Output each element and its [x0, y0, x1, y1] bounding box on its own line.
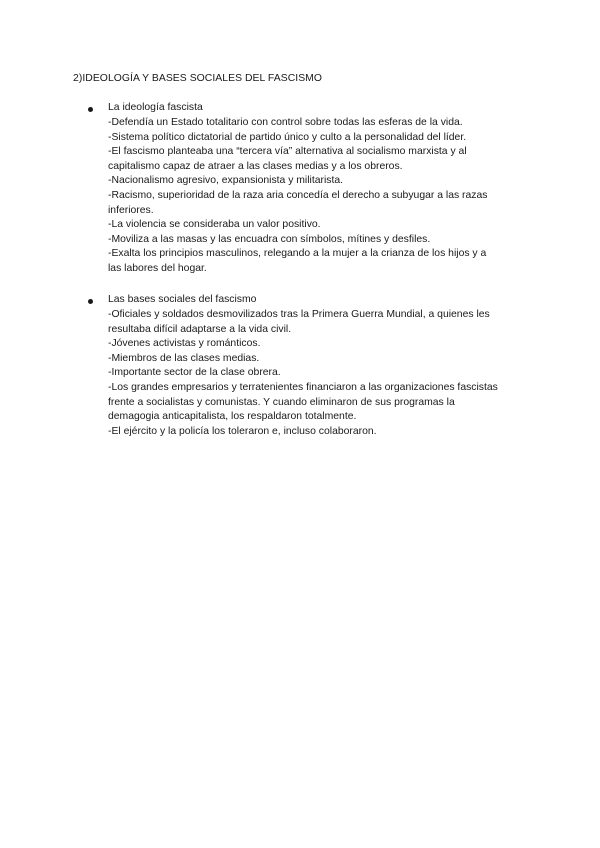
section-title: La ideología fascista	[108, 102, 203, 113]
text-line: frente a socialistas y comunistas. Y cuando eliminaron de sus programas la	[108, 396, 455, 408]
text-line: -Racismo, superioridad de la raza aria concedía el derecho a subyugar a las razas	[108, 189, 488, 201]
section-header	[88, 293, 528, 308]
text-line: -El fascismo planteaba una “tercera vía” alternativa al socialismo marxista y al	[108, 146, 467, 158]
section-title: Las bases sociales del fascismo	[108, 294, 257, 305]
text-line: inferiores.	[108, 204, 154, 216]
section-bases-sociales	[88, 293, 528, 439]
text-line: -Sistema político dictatorial de partido único y culto a la personalidad del líder.	[108, 131, 467, 143]
text-line: -Exalta los principios masculinos, relegando a la mujer a la crianza de los hijos y a	[108, 248, 487, 260]
text-line: -Nacionalismo agresivo, expansionista y militarista.	[108, 175, 344, 187]
text-line: resultaba difícil adaptarse a la vida civil.	[108, 323, 292, 335]
text-line: -Jóvenes activistas y románticos.	[108, 338, 261, 350]
text-line: -Importante sector de la clase obrera.	[108, 367, 281, 379]
text-line: -Oficiales y soldados desmovilizados tras la Primera Guerra Mundial, a quienes les	[108, 309, 490, 320]
section-lines	[108, 116, 528, 277]
text-line: -Moviliza a las masas y las encuadra con símbolos, mítines y desfiles.	[108, 233, 431, 245]
page-heading: 2)IDEOLOGÍA Y BASES SOCIALES DEL FASCISMO	[73, 73, 323, 84]
text-line: -Los grandes empresarios y terratenientes financiaron a las organizaciones fascistas	[108, 381, 498, 393]
text-line: demagogia anticapitalista, los respaldaron totalmente.	[108, 411, 357, 423]
text-line: -La violencia se consideraba un valor positivo.	[108, 219, 321, 231]
text-line: -El ejército y la policía los toleraron e, incluso colaboraron.	[108, 425, 377, 437]
text-line: capitalismo capaz de atraer a las clases medias y a los obreros.	[108, 160, 403, 172]
text-line: las labores del hogar.	[108, 262, 207, 274]
text-line: -Defendía un Estado totalitario con control sobre todas las esferas de la vida.	[108, 117, 463, 128]
bullet-icon	[88, 299, 93, 304]
text-line: -Miembros de las clases medias.	[108, 352, 260, 364]
section-header	[88, 101, 528, 116]
section-ideologia	[88, 101, 528, 277]
section-lines	[108, 308, 528, 439]
bullet-icon	[88, 107, 93, 112]
